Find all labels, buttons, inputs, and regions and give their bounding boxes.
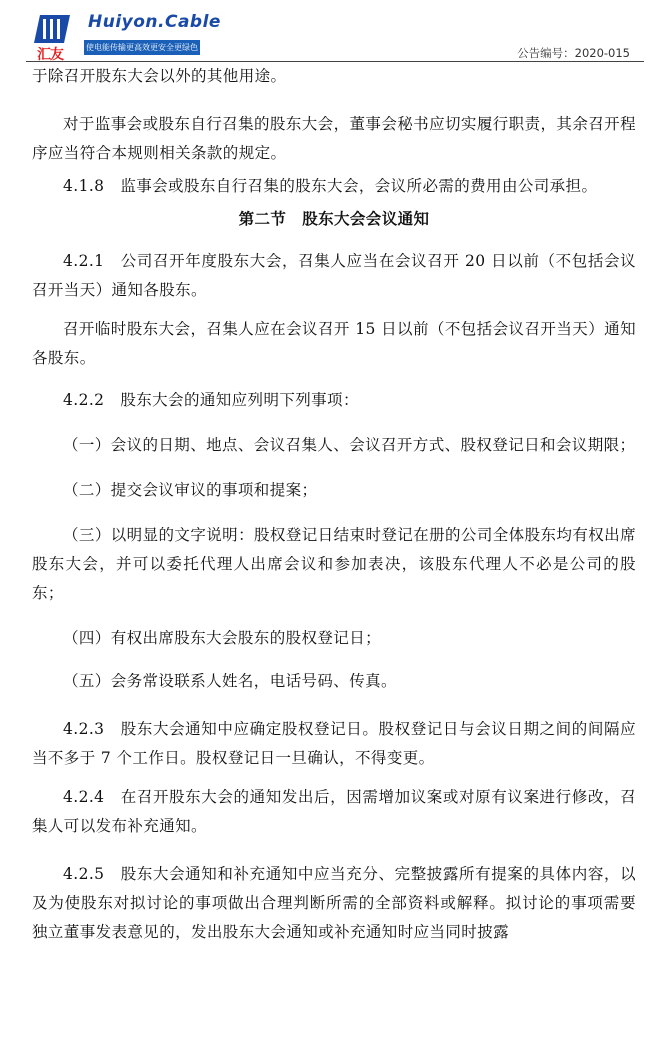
logo-slogan: 使电能传输更高效更安全更绿色 — [84, 40, 200, 55]
list-item: （五）会务常设联系人姓名，电话号码、传真。 — [63, 672, 397, 690]
list-item: （一）会议的日期、地点、会议召集人、会议召开方式、股权登记日和会议期限； — [63, 436, 636, 454]
logo-wordmark: Huiyon.Cable — [88, 12, 221, 32]
paragraph: 于除召开股东大会以外的其他用途。 — [32, 67, 287, 85]
article-4-2-4: 4.2.4 在召开股东大会的通知发出后，因需增加议案或对原有议案进行修改，召集人可以发布补充通知。 — [32, 788, 636, 835]
page-header — [0, 0, 670, 62]
article-4-2-3: 4.2.3 股东大会通知中应确定股权登记日。股权登记日与会议日期之间的间隔应当不多于 7 个工作日。股权登记日一旦确认，不得变更。 — [32, 720, 636, 767]
document-body — [32, 62, 636, 947]
list-item: （二）提交会议审议的事项和提案； — [63, 481, 318, 499]
logo-brand-name: 汇友 — [37, 47, 63, 63]
paragraph: 对于监事会或股东自行召集的股东大会，董事会秘书应切实履行职责，其余召开程序应当符合本规则相关条款的规定。 — [32, 115, 636, 162]
article-4-2-5: 4.2.5 股东大会通知和补充通知中应当充分、完整披露所有提案的具体内容，以及为使股东对拟讨论的事项做出合理判断所需的全部资料或解释。拟讨论的事项需要独立董事发表意见的，发出股东大会通知或补充通知时应当同时披露 — [32, 865, 636, 941]
article-4-2-2: 4.2.2 股东大会的通知应列明下列事项： — [63, 391, 359, 409]
list-item: （三）以明显的文字说明：股权登记日结束时登记在册的公司全体股东均有权出席股东大会，并可以委托代理人出席会议和参加表决，该股东代理人不必是公司的股东； — [32, 526, 636, 602]
article-4-2-1: 4.2.1 公司召开年度股东大会，召集人应当在会议召开 20 日以前（不包括会议召开当天）通知各股东。 — [32, 252, 636, 299]
section-heading: 第二节 股东大会会议通知 — [238, 210, 430, 228]
list-item: （四）有权出席股东大会股东的股权登记日； — [63, 629, 382, 647]
article-4-1-8: 4.1.8 监事会或股东自行召集的股东大会，会议所必需的费用由公司承担。 — [63, 177, 598, 195]
notice-number: 公告编号：2020-015 — [517, 46, 630, 60]
paragraph: 召开临时股东大会，召集人应在会议召开 15 日以前（不包括会议召开当天）通知各股东。 — [32, 320, 636, 367]
